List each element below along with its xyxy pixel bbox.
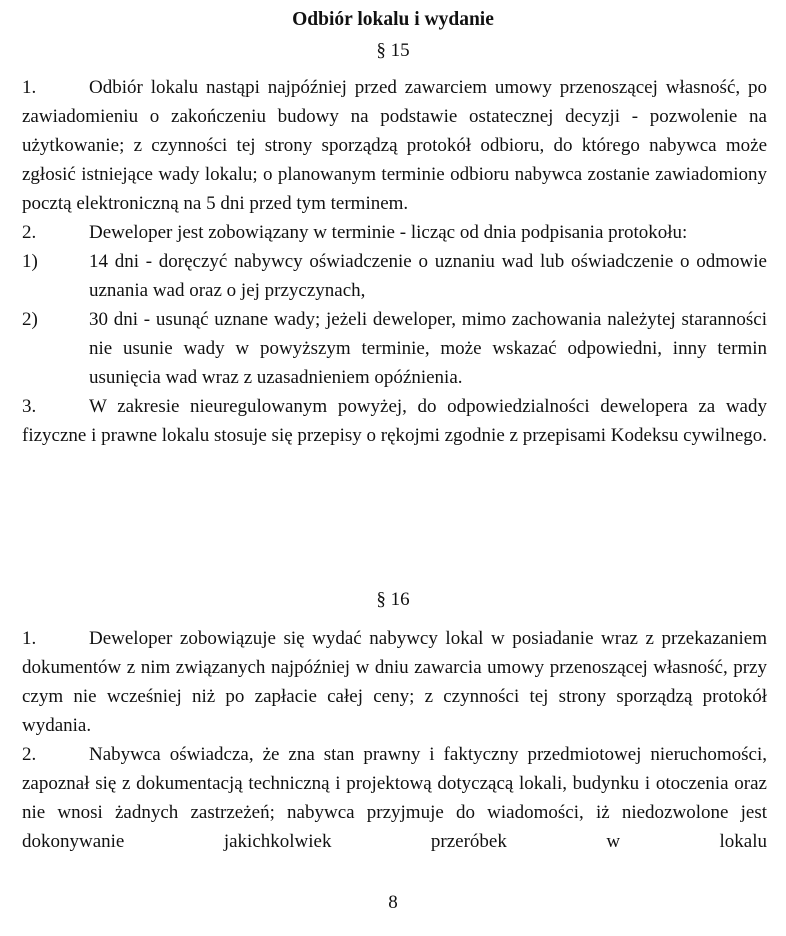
- section-15-heading: § 15: [376, 40, 410, 61]
- paragraph-number: 2.: [22, 744, 37, 765]
- section-16-paragraph-2: [22, 740, 767, 856]
- section-15-body: [22, 73, 767, 450]
- paragraph-text: Odbiór lokalu nastąpi najpóźniej przed zawarciem umowy przenoszącej własność, po zawiadomieniu o zakończeniu budowy na podstawie ostatecznej decyzji - pozwolenie na użytkowanie; z czynności tej strony sporządzą protokół odbioru, do którego nabywca może zgłosić istniejące wady lokalu; o planowanym terminie odbioru nabywca zostanie zawiadomiony pocztą elektroniczną na 5 dni przed tym terminem.: [22, 77, 767, 214]
- paragraph-number: 2.: [22, 222, 37, 243]
- section-16-paragraph-1: [22, 624, 767, 740]
- list-item-text: 30 dni - usunąć uznane wady; jeżeli deweloper, mimo zachowania należytej staranności nie usunie wady w powyższym terminie, może wskazać odpowiedni, inny termin usunięcia wad wraz z uzasadnieniem opóźnienia.: [89, 309, 767, 388]
- list-item-label: 2): [22, 309, 38, 330]
- section-16-body: [22, 624, 767, 856]
- paragraph-number: 1.: [22, 628, 37, 649]
- paragraph-text: Deweloper jest zobowiązany w terminie - licząc od dnia podpisania protokołu:: [89, 222, 688, 243]
- section-15-list-item-2: [22, 305, 767, 392]
- section-16-heading: § 16: [376, 589, 410, 610]
- section-15-paragraph-1: [22, 73, 767, 218]
- paragraph-text: Nabywca oświadcza, że zna stan prawny i faktyczny przedmiotowej nieruchomości, zapoznał się z dokumentacją techniczną i projektową dotyczącą lokali, budynku i otoczenia oraz nie wnosi żadnych zastrzeżeń; nabywca przyjmuje do wiadomości, iż niedozwolone jest dokonywanie jakichkolwiek przeróbek w lokalu: [22, 744, 767, 852]
- list-item-text: 14 dni - doręczyć nabywcy oświadczenie o uznaniu wad lub oświadczenie o odmowie uznania wad oraz o jej przyczynach,: [89, 251, 767, 301]
- paragraph-number: 1.: [22, 77, 37, 98]
- list-item-label: 1): [22, 251, 38, 272]
- paragraph-text: Deweloper zobowiązuje się wydać nabywcy lokal w posiadanie wraz z przekazaniem dokumentów z nim związanych najpóźniej w dniu zawarcia umowy przenoszącej własność, przy czym nie wcześniej niż po zapłacie całej ceny; z czynności tej strony sporządzą protokół wydania.: [22, 628, 767, 736]
- page-number: 8: [388, 892, 398, 913]
- section-15-paragraph-3: [22, 392, 767, 450]
- paragraph-number: 3.: [22, 396, 37, 417]
- document-title: Odbiór lokalu i wydanie: [292, 9, 494, 30]
- section-15-list-item-1: [22, 247, 767, 305]
- paragraph-text: W zakresie nieuregulowanym powyżej, do odpowiedzialności dewelopera za wady fizyczne i prawne lokalu stosuje się przepisy o rękojmi zgodnie z przepisami Kodeksu cywilnego.: [22, 396, 767, 446]
- section-15-paragraph-2: [22, 218, 767, 247]
